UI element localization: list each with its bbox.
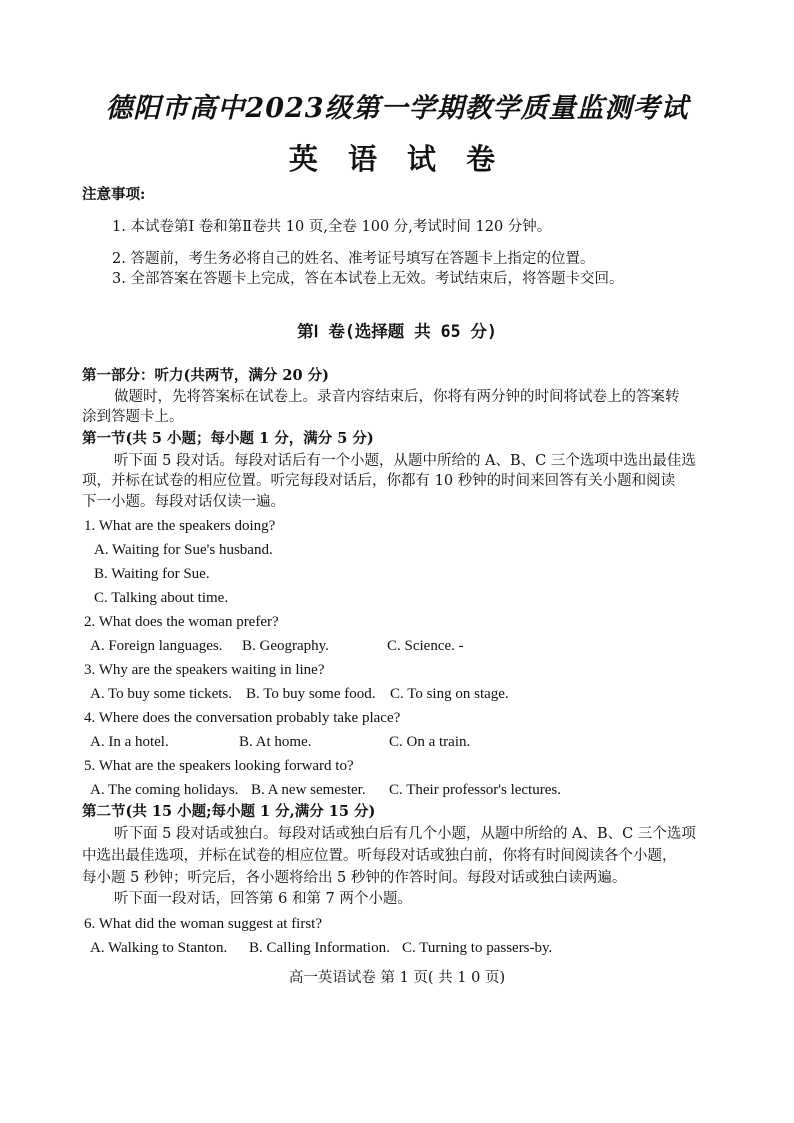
q2-option-a: A. Foreign languages. (90, 638, 223, 654)
exam-subtitle: 英 语 试 卷 (288, 142, 506, 176)
q6-option-c: C. Turning to passers-by. (402, 940, 553, 956)
sec1-intro-line1: 听下面 5 段对话。每段对话后有一个小题，从题中所给的 A、B、C 三个选项中选出最佳选 (114, 453, 696, 469)
part1-intro-line1: 做题时，先将答案标在试卷上。录音内容结束后，你将有两分钟的时间将试卷上的答案转 (114, 389, 680, 405)
question-2: 2. What does the woman prefer? (84, 614, 279, 630)
q2-option-b: B. Geography. (242, 638, 329, 654)
sec2-intro-line3: 每小题 5 秒钟；听完后，各小题将给出 5 秒钟的作答时间。每段对话或独白读两遍。 (82, 870, 627, 886)
q6-option-b: B. Calling Information. (249, 940, 390, 956)
q5-option-c: C. Their professor's lectures. (389, 782, 561, 798)
section-title: 第Ⅰ 卷(选择题 共 65 分) (297, 322, 497, 341)
q5-option-a: A. The coming holidays. (90, 782, 239, 798)
q6-option-a: A. Walking to Stanton. (90, 940, 228, 956)
exam-title: 德阳市高中2023级第一学期教学质量监测考试 (105, 93, 689, 124)
sec2-intro-line2: 中选出最佳选项，并标在试卷的相应位置。听每段对话或独白前，你将有时间阅读各个小题， (82, 848, 677, 864)
q3-option-c: C. To sing on stage. (390, 686, 509, 702)
notice-item-1: 1. 本试卷第Ⅰ 卷和第Ⅱ卷共 10 页,全卷 100 分,考试时间 120 分钟。 (112, 219, 552, 235)
q1-option-b: B. Waiting for Sue. (94, 566, 210, 582)
sec1-intro-line3: 下一小题。每段对话仅读一遍。 (82, 494, 285, 510)
q4-option-b: B. At home. (239, 734, 312, 750)
part1-heading: 第一部分：听力(共两节，满分 20 分) (82, 367, 329, 384)
q4-option-c: C. On a train. (389, 734, 471, 750)
notice-heading: 注意事项: (82, 186, 146, 203)
question-5: 5. What are the speakers looking forward to? (84, 758, 354, 774)
sec1-intro-line2: 项，并标在试卷的相应位置。听完每段对话后，你都有 10 秒钟的时间来回答有关小题和阅读 (82, 473, 676, 489)
q1-option-c: C. Talking about time. (94, 590, 229, 606)
question-6: 6. What did the woman suggest at first? (84, 916, 323, 932)
notice-item-3: 3. 全部答案在答题卡上完成，答在本试卷上无效。考试结束后，将答题卡交回。 (112, 271, 624, 287)
q4-option-a: A. In a hotel. (90, 734, 169, 750)
sec1-heading: 第一节(共 5 小题；每小题 1 分，满分 5 分) (82, 430, 374, 447)
q5-option-b: B. A new semester. (251, 782, 366, 798)
q3-option-b: B. To buy some food. (246, 686, 376, 702)
sec2-heading: 第二节(共 15 小题;每小题 1 分,满分 15 分) (82, 803, 376, 820)
q2-option-c: C. Science. - (387, 638, 464, 654)
notice-item-2: 2. 答题前，考生务必将自己的姓名、准考证号填写在答题卡上指定的位置。 (112, 251, 595, 267)
question-3: 3. Why are the speakers waiting in line? (84, 662, 325, 678)
question-1: 1. What are the speakers doing? (84, 518, 276, 534)
q3-option-a: A. To buy some tickets. (90, 686, 232, 702)
part1-intro-line2: 涂到答题卡上。 (82, 409, 184, 425)
sec2-sub-intro: 听下面一段对话，回答第 6 和第 7 两个小题。 (114, 891, 412, 907)
sec2-intro-line1: 听下面 5 段对话或独白。每段对话或独白后有几个小题，从题中所给的 A、B、C 三个选项 (114, 826, 696, 842)
q1-option-a: A. Waiting for Sue's husband. (94, 542, 273, 558)
page-footer: 高一英语试卷 第 1 页( 共 1 0 页) (288, 970, 506, 986)
question-4: 4. Where does the conversation probably take place? (84, 710, 401, 726)
